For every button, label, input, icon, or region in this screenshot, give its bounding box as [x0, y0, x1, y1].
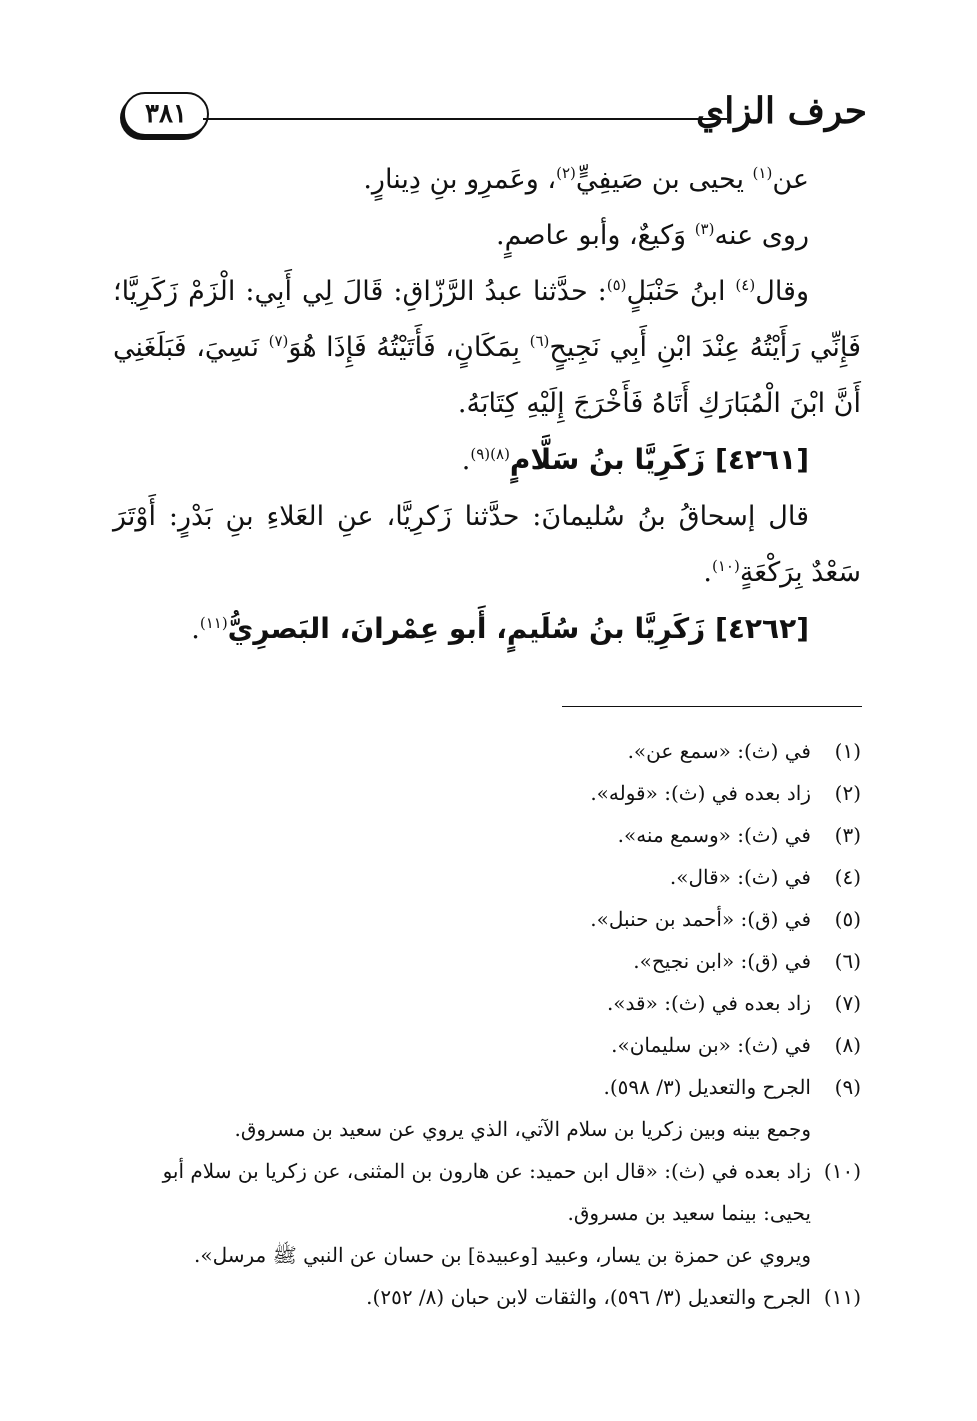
footnote-number: (٢) [834, 781, 861, 805]
text-run: . [191, 614, 200, 645]
text-run: نَسِيَ، فَبَلَغَنِي أَنَّ ابْنَ الْمُبَارَكِ أَتَاهُ فَأَخْرَجَ إِلَيْهِ كِتَابَهُ. [113, 332, 861, 419]
paragraph-4 [113, 489, 861, 601]
footnote-ref[interactable]: (٩) [470, 445, 491, 463]
footnote-9 [113, 1066, 861, 1108]
footnote-text: في (ث): «وسمع منه». [617, 823, 811, 847]
footnotes [113, 730, 861, 1318]
footnote-number: (٤) [834, 865, 861, 889]
footnote-number: (٩) [834, 1075, 861, 1099]
paragraph-2 [113, 208, 861, 264]
footnote-text: في (ث): «قال». [669, 865, 811, 889]
footnote-11 [113, 1276, 861, 1318]
footnote-separator [562, 706, 862, 707]
entry-heading-4262 [113, 601, 861, 658]
footnote-number: (١١) [823, 1285, 861, 1309]
footnote-ref[interactable]: (١) [752, 164, 773, 182]
chapter-title: حرف الزاي [696, 90, 867, 132]
footnote-text: الجرح والتعديل (٣/ ٥٩٦)، والثقات لابن حبان (٨/ ٢٥٢). [366, 1285, 811, 1309]
footnote-9-continuation: وجمع بينه وبين زكريا بن سلام الآتي، الذي يروي عن سعيد بن مسروق. [234, 1117, 811, 1141]
footnote-number: (٥) [834, 907, 861, 931]
footnote-number: (٧) [834, 991, 861, 1015]
text-run: ، وعَمرِو بنِ دِينارٍ. [363, 164, 557, 195]
footnote-3 [113, 814, 861, 856]
text-run: عن [772, 164, 809, 195]
footnote-number: (٦) [834, 949, 861, 973]
footnote-10-continuation: ويروي عن حمزة بن يسار، وعبيد [وعبيدة] بن حسان عن النبي ﷺ مرسل». [193, 1243, 811, 1267]
page-header [115, 86, 867, 146]
footnote-text: في (ث): «سمع عن». [627, 739, 811, 763]
footnote-2 [113, 772, 861, 814]
footnote-number: (٨) [834, 1033, 861, 1057]
text-run: قال إسحاقُ بنُ سُليمانَ: حدَّثنا زَكرِيَّا، عنِ العَلاءِ بنِ بَدْرٍ: أَوْتَرَ سَعْدٌ بِرَكْعَةٍ [113, 501, 861, 588]
text-run: يحيى بن صَيفِيٍّ [575, 164, 753, 195]
footnote-text: في (ق): «ابن نجيح». [633, 949, 811, 973]
text-run: روى عنه [714, 220, 809, 251]
paragraph-3 [113, 264, 861, 432]
footnote-7 [113, 982, 861, 1024]
text-run: : حدَّثنا عبدُ الرَّزّاقِ: قَالَ لِي أَبِي: الْزَمْ زَكَرِيَّا؛ فَإِنِّي رَأَيْتُهُ عِنْدَ ابْنِ أَبِي نَجِيحٍ [113, 276, 861, 363]
text-run: وقال [755, 276, 809, 307]
text-run: . [703, 557, 712, 588]
page-number-badge [123, 92, 209, 136]
text-run: . [461, 445, 471, 476]
entry-title: [٤٢٦١] زَكَرِيَّا بنُ سَلَّامٍ [509, 443, 809, 476]
footnote-ref[interactable]: (٥) [606, 276, 627, 294]
footnote-number: (٣) [834, 823, 861, 847]
footnote-6 [113, 940, 861, 982]
footnote-text: زاد بعده في (ث): «قوله». [590, 781, 811, 805]
footnote-text: الجرح والتعديل (٣/ ٥٩٨). [603, 1075, 811, 1099]
footnote-ref[interactable]: (١٠) [711, 557, 740, 575]
footnote-10 [113, 1150, 861, 1234]
footnote-ref[interactable]: (٦) [529, 332, 550, 350]
footnote-8 [113, 1024, 861, 1066]
footnote-text: زاد بعده في (ث): «قد». [606, 991, 811, 1015]
footnote-ref[interactable]: (٨) [490, 445, 510, 463]
footnote-text: في (ث): «بن سليمان». [611, 1033, 811, 1057]
footnote-4 [113, 856, 861, 898]
footnote-text: في (ق): «أحمد بن حنبل». [590, 907, 811, 931]
footnote-ref[interactable]: (٣) [694, 220, 715, 238]
footnote-ref[interactable]: (٢) [556, 164, 576, 182]
entry-heading-4261 [113, 432, 861, 489]
paragraph-1 [113, 152, 861, 208]
main-text [113, 152, 861, 658]
footnote-number: (١) [834, 739, 861, 763]
footnote-number: (١٠) [823, 1159, 861, 1183]
footnote-ref[interactable]: (١١) [199, 614, 228, 632]
footnote-ref[interactable]: (٤) [735, 276, 756, 294]
footnote-ref[interactable]: (٧) [268, 332, 289, 350]
page-number: ٣٨١ [145, 99, 187, 129]
footnote-text: زاد بعده في (ث): «قال ابن حميد: عن هارون بن المثنى، عن زكريا بن سلام أبو يحيى: بينما سعيد بن مسروق. [162, 1159, 811, 1225]
header-rule [203, 118, 727, 120]
text-run: وَكيعٌ، وأبو عاصمٍ. [495, 220, 695, 251]
text-run: بِمَكَانٍ، فَأَتَيْتُهُ فَإِذَا هُوَ [288, 332, 530, 363]
entry-title: [٤٢٦٢] زَكَرِيَّا بنُ سُلَيمٍ، أَبو عِمْرانَ، البَصرِيُّ [227, 612, 809, 645]
footnote-5 [113, 898, 861, 940]
footnote-1 [113, 730, 861, 772]
text-run: ابنُ حَنْبَلٍ [626, 276, 736, 307]
